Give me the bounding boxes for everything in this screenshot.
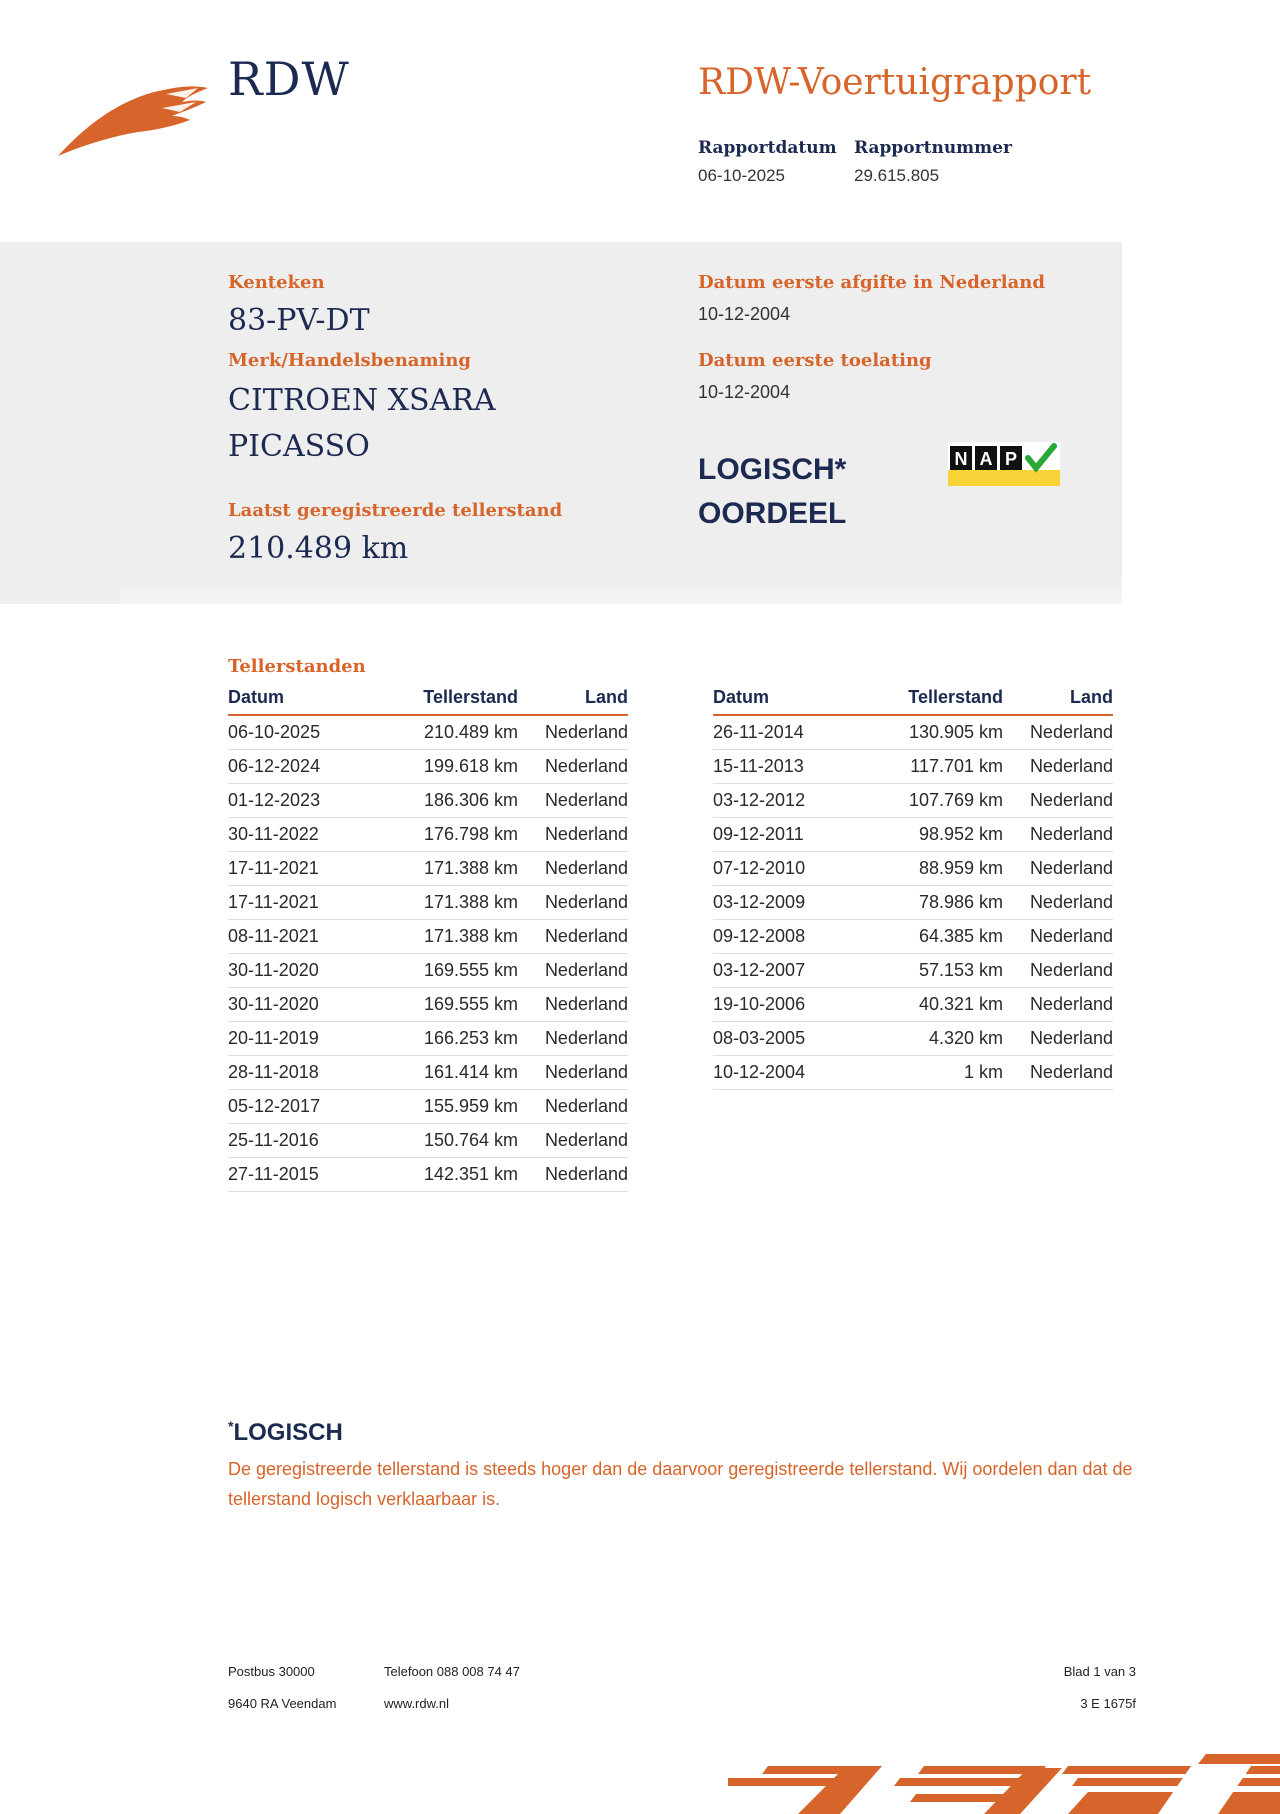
- row-odometer: 142.351 km: [378, 1158, 518, 1192]
- row-country: Nederland: [518, 750, 628, 784]
- row-country: Nederland: [1003, 715, 1113, 750]
- panel-divider: [120, 580, 1122, 604]
- table-row: [228, 954, 628, 988]
- brand-value-line2: PICASSO: [228, 429, 370, 464]
- table-header-row: [228, 684, 628, 715]
- first-issue-label: Datum eerste afgifte in Nederland: [698, 272, 1045, 293]
- table-header-row: [713, 684, 1113, 715]
- row-country: Nederland: [518, 988, 628, 1022]
- row-country: Nederland: [518, 1022, 628, 1056]
- col-date-header: Datum: [713, 684, 863, 715]
- verdict-line2: OORDEEL: [698, 497, 847, 530]
- row-country: Nederland: [518, 1056, 628, 1090]
- table-row: [713, 750, 1113, 784]
- report-number-label: Rapportnummer: [854, 138, 1012, 158]
- nap-letter-p: P: [1004, 449, 1018, 469]
- table-row: [713, 818, 1113, 852]
- row-country: Nederland: [518, 1124, 628, 1158]
- brand-label: Merk/Handelsbenaming: [228, 350, 472, 371]
- row-date: 30-11-2022: [228, 818, 378, 852]
- footer-document-code: 3 E 1675f: [1080, 1696, 1136, 1711]
- report-date-value: 06-10-2025: [698, 166, 785, 185]
- row-date: 06-10-2025: [228, 715, 378, 750]
- row-odometer: 117.701 km: [863, 750, 1003, 784]
- row-odometer: 150.764 km: [378, 1124, 518, 1158]
- row-odometer: 1 km: [863, 1056, 1003, 1090]
- first-admission-value: 10-12-2004: [698, 382, 791, 402]
- row-odometer: 107.769 km: [863, 784, 1003, 818]
- table-row: [713, 886, 1113, 920]
- footer-page-number: Blad 1 van 3: [1063, 1664, 1136, 1679]
- table-row: [713, 784, 1113, 818]
- row-country: Nederland: [1003, 818, 1113, 852]
- odometer-table-right-body: [713, 715, 1113, 1090]
- vehicle-summary-panel: [0, 242, 1122, 604]
- rdw-wordmark: RDW: [228, 52, 350, 106]
- row-date: 08-03-2005: [713, 1022, 863, 1056]
- table-row: [228, 886, 628, 920]
- table-row: [228, 1056, 628, 1090]
- row-country: Nederland: [1003, 1056, 1113, 1090]
- row-country: Nederland: [518, 1158, 628, 1192]
- footnote-text: De geregistreerde tellerstand is steeds hoger dan de daarvoor geregistreerde tellerstand. Wij oordelen dan dat de tellerstand logisch verklaarbaar is.: [228, 1459, 1133, 1509]
- table-row: [713, 954, 1113, 988]
- row-date: 03-12-2009: [713, 886, 863, 920]
- table-row: [228, 715, 628, 750]
- row-date: 05-12-2017: [228, 1090, 378, 1124]
- table-row: [228, 1124, 628, 1158]
- row-date: 01-12-2023: [228, 784, 378, 818]
- odometer-section-title: Tellerstanden: [228, 656, 366, 677]
- first-issue-value: 10-12-2004: [698, 304, 791, 324]
- table-row: [228, 988, 628, 1022]
- row-odometer: 171.388 km: [378, 886, 518, 920]
- table-row: [228, 1022, 628, 1056]
- odometer-table-right: [713, 684, 1113, 1090]
- row-odometer: 169.555 km: [378, 988, 518, 1022]
- brand-value-line1: CITROEN XSARA: [228, 383, 496, 418]
- row-odometer: 169.555 km: [378, 954, 518, 988]
- odometer-value: 210.489 km: [228, 531, 409, 566]
- row-odometer: 98.952 km: [863, 818, 1003, 852]
- table-row: [228, 920, 628, 954]
- row-date: 28-11-2018: [228, 1056, 378, 1090]
- odometer-table-left-body: [228, 715, 628, 1192]
- row-odometer: 199.618 km: [378, 750, 518, 784]
- footer-website[interactable]: www.rdw.nl: [384, 1696, 450, 1711]
- row-odometer: 155.959 km: [378, 1090, 518, 1124]
- table-row: [713, 852, 1113, 886]
- col-odometer-header: Tellerstand: [378, 684, 518, 715]
- report-title: RDW-Voertuigrapport: [698, 62, 1092, 103]
- table-row: [713, 1056, 1113, 1090]
- row-odometer: 210.489 km: [378, 715, 518, 750]
- odometer-label: Laatst geregistreerde tellerstand: [228, 500, 563, 521]
- row-date: 26-11-2014: [713, 715, 863, 750]
- footnote-title: [228, 1418, 343, 1447]
- row-country: Nederland: [518, 852, 628, 886]
- row-country: Nederland: [1003, 954, 1113, 988]
- row-odometer: 161.414 km: [378, 1056, 518, 1090]
- table-row: [228, 1090, 628, 1124]
- col-country-header: Land: [518, 684, 628, 715]
- row-date: 17-11-2021: [228, 886, 378, 920]
- col-country-header: Land: [1003, 684, 1113, 715]
- odometer-table-left: [228, 684, 628, 1192]
- row-date: 20-11-2019: [228, 1022, 378, 1056]
- row-date: 03-12-2007: [713, 954, 863, 988]
- row-odometer: 171.388 km: [378, 920, 518, 954]
- row-odometer: 4.320 km: [863, 1022, 1003, 1056]
- table-row: [228, 1158, 628, 1192]
- first-admission-label: Datum eerste toelating: [698, 350, 932, 371]
- row-date: 09-12-2008: [713, 920, 863, 954]
- col-date-header: Datum: [228, 684, 378, 715]
- row-date: 30-11-2020: [228, 988, 378, 1022]
- row-date: 06-12-2024: [228, 750, 378, 784]
- row-country: Nederland: [518, 818, 628, 852]
- row-odometer: 166.253 km: [378, 1022, 518, 1056]
- row-date: 15-11-2013: [713, 750, 863, 784]
- footnote-mark: *: [228, 1418, 234, 1434]
- row-country: Nederland: [1003, 750, 1113, 784]
- plate-value: 83-PV-DT: [228, 303, 370, 338]
- table-row: [713, 715, 1113, 750]
- footer-phone: Telefoon 088 008 74 47: [384, 1664, 520, 1679]
- table-row: [713, 988, 1113, 1022]
- row-country: Nederland: [1003, 784, 1113, 818]
- table-row: [228, 784, 628, 818]
- row-country: Nederland: [1003, 988, 1113, 1022]
- row-country: Nederland: [518, 784, 628, 818]
- row-country: Nederland: [1003, 852, 1113, 886]
- rdw-stripes-decoration: [728, 1744, 1280, 1814]
- row-date: 17-11-2021: [228, 852, 378, 886]
- row-country: Nederland: [518, 886, 628, 920]
- row-country: Nederland: [1003, 886, 1113, 920]
- footer-city: 9640 RA Veendam: [228, 1696, 337, 1711]
- verdict-line1: LOGISCH*: [698, 453, 847, 486]
- row-odometer: 40.321 km: [863, 988, 1003, 1022]
- nap-letter-n: N: [954, 449, 968, 469]
- row-country: Nederland: [518, 1090, 628, 1124]
- verdict: [698, 448, 846, 536]
- row-odometer: 186.306 km: [378, 784, 518, 818]
- row-date: 09-12-2011: [713, 818, 863, 852]
- row-date: 07-12-2010: [713, 852, 863, 886]
- row-date: 03-12-2012: [713, 784, 863, 818]
- row-odometer: 171.388 km: [378, 852, 518, 886]
- report-date-label: Rapportdatum: [698, 138, 837, 158]
- row-date: 25-11-2016: [228, 1124, 378, 1158]
- col-odometer-header: Tellerstand: [863, 684, 1003, 715]
- row-odometer: 88.959 km: [863, 852, 1003, 886]
- row-date: 08-11-2021: [228, 920, 378, 954]
- row-country: Nederland: [518, 920, 628, 954]
- plate-label: Kenteken: [228, 272, 325, 293]
- row-country: Nederland: [518, 715, 628, 750]
- row-country: Nederland: [518, 954, 628, 988]
- row-date: 30-11-2020: [228, 954, 378, 988]
- row-odometer: 64.385 km: [863, 920, 1003, 954]
- footer-postbus: Postbus 30000: [228, 1664, 315, 1679]
- rdw-logo-icon: [58, 82, 210, 162]
- table-row: [713, 920, 1113, 954]
- row-odometer: 130.905 km: [863, 715, 1003, 750]
- nap-letter-a: A: [979, 449, 993, 469]
- row-odometer: 176.798 km: [378, 818, 518, 852]
- table-row: [228, 852, 628, 886]
- row-date: 19-10-2006: [713, 988, 863, 1022]
- table-row: [713, 1022, 1113, 1056]
- footnote-title-text: LOGISCH: [233, 1419, 343, 1446]
- row-date: 27-11-2015: [228, 1158, 378, 1192]
- row-country: Nederland: [1003, 1022, 1113, 1056]
- row-odometer: 57.153 km: [863, 954, 1003, 988]
- report-number-value: 29.615.805: [854, 166, 940, 185]
- row-country: Nederland: [1003, 920, 1113, 954]
- row-odometer: 78.986 km: [863, 886, 1003, 920]
- row-date: 10-12-2004: [713, 1056, 863, 1090]
- table-row: [228, 750, 628, 784]
- nap-check-icon: [948, 442, 1060, 486]
- table-row: [228, 818, 628, 852]
